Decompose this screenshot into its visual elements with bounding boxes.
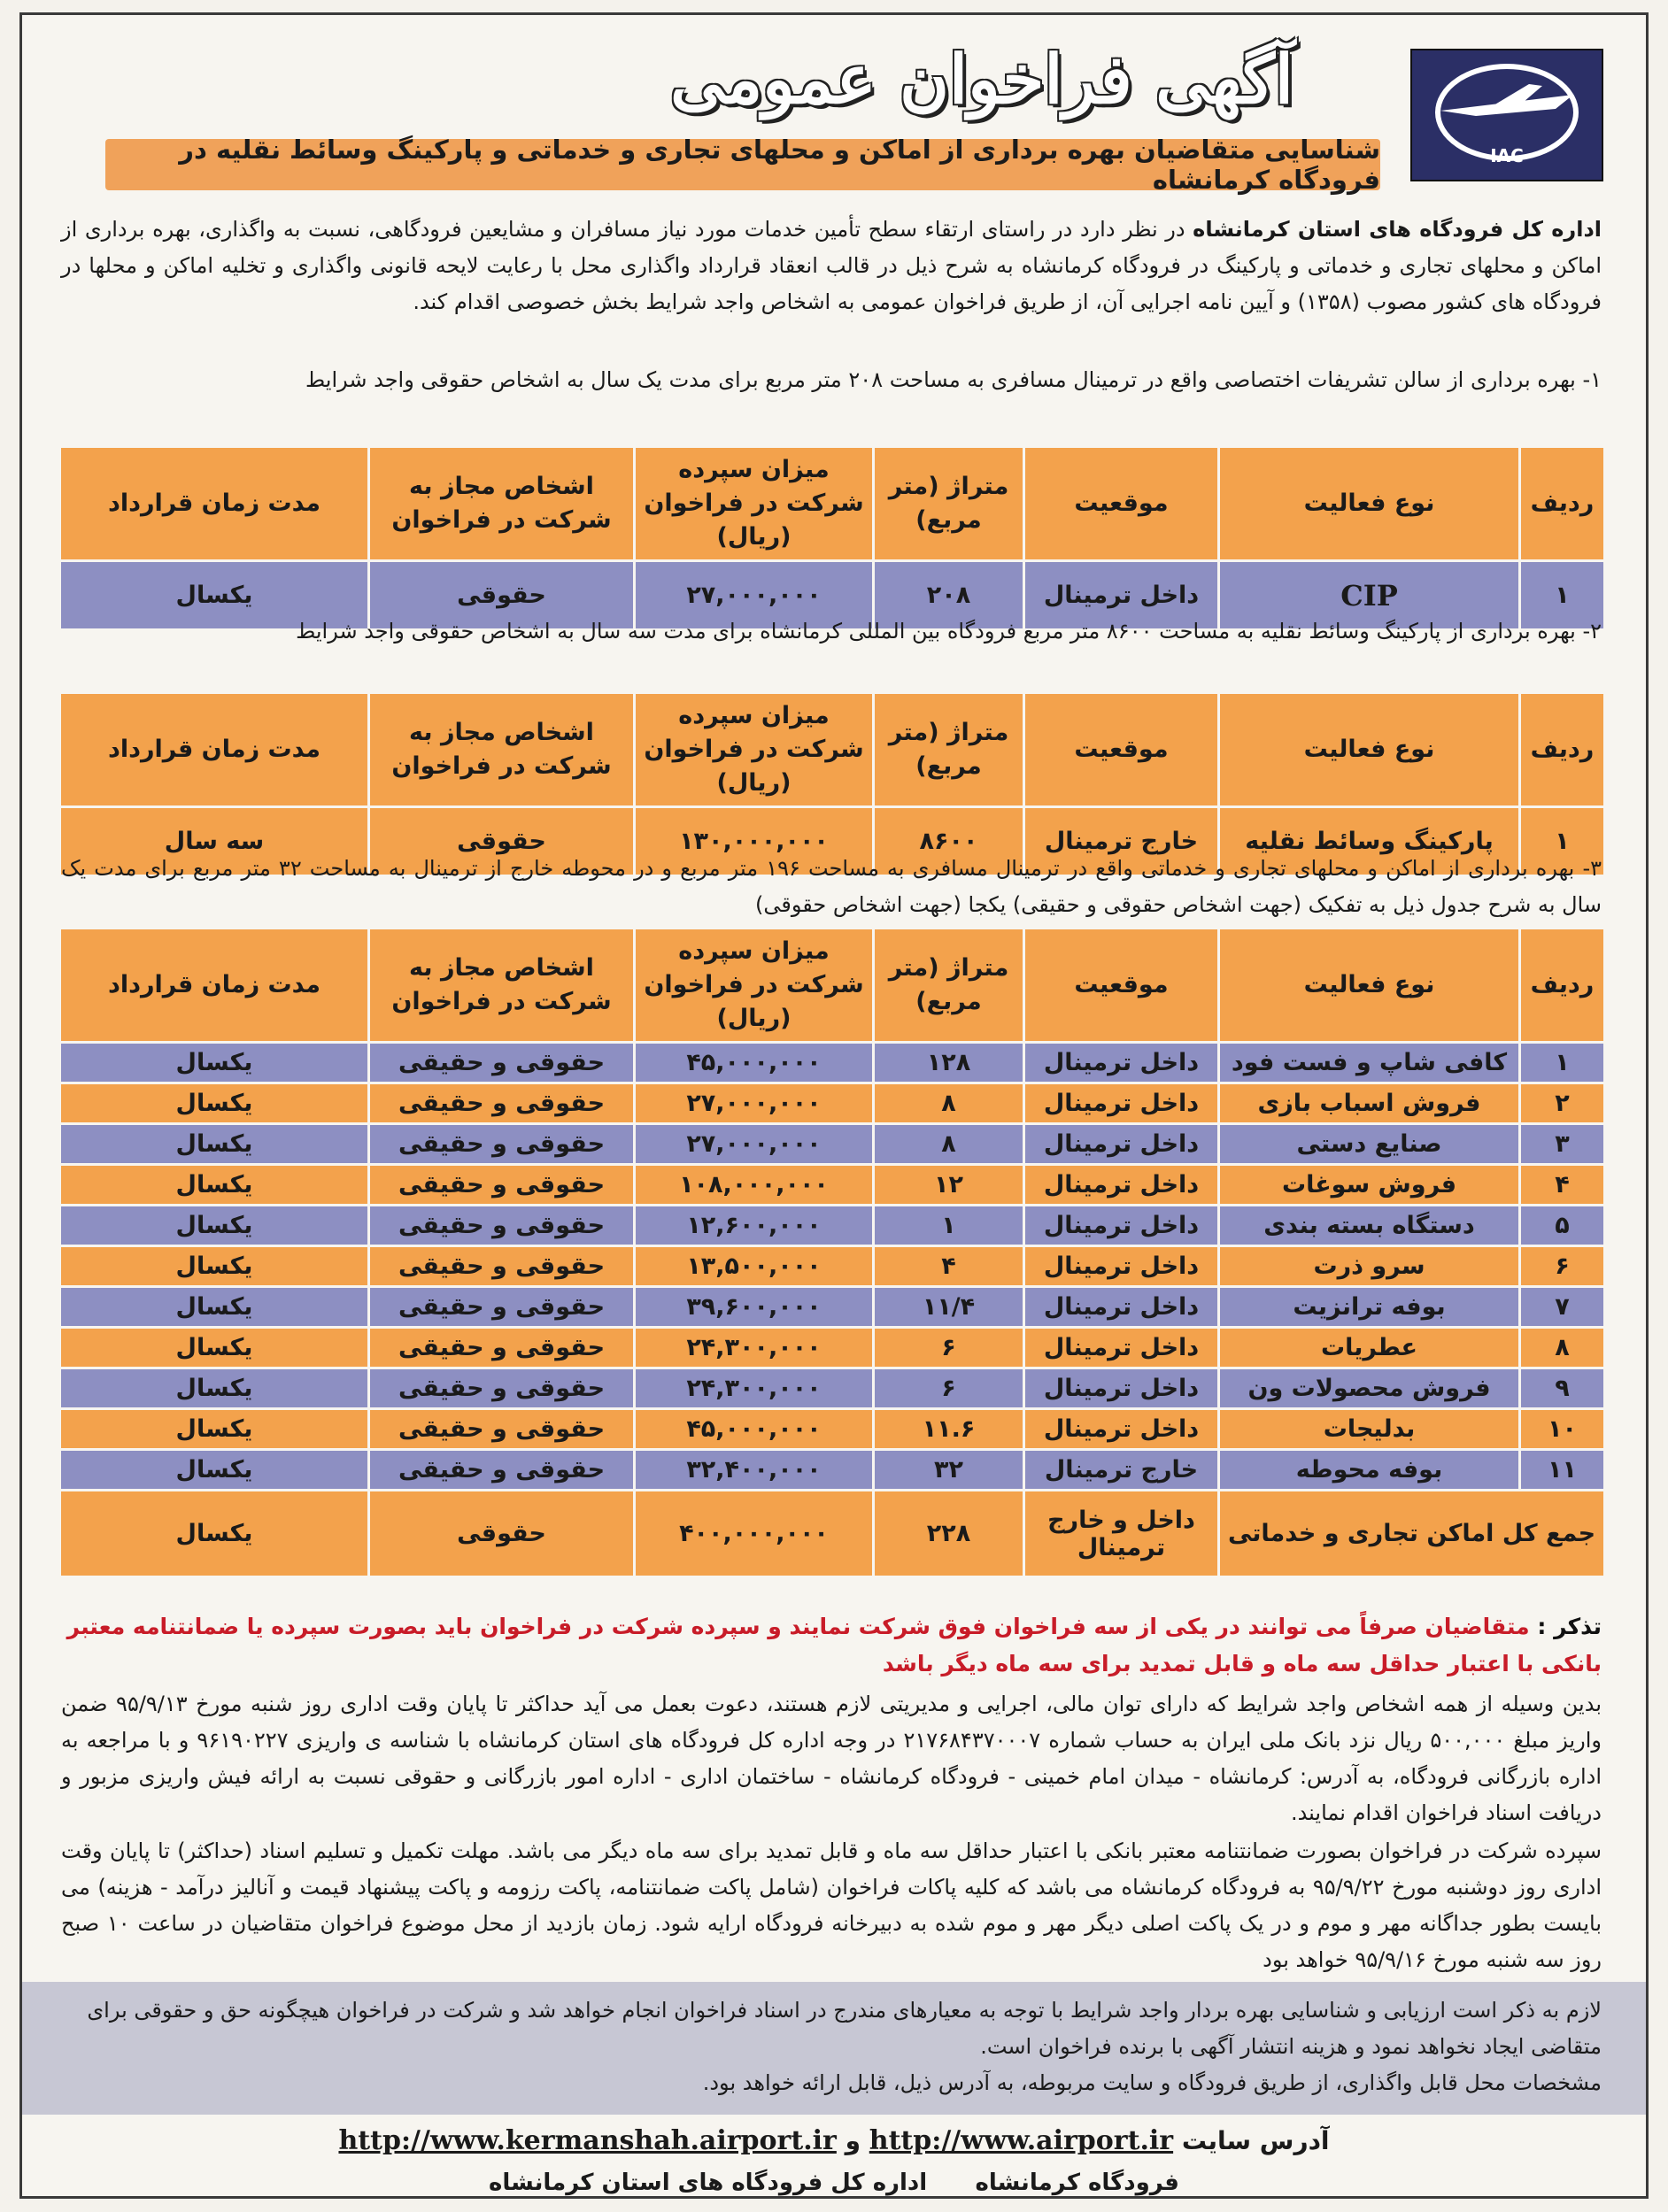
cell: حقوقی و حقیقی — [369, 1165, 635, 1206]
cell: بوفه محوطه — [1219, 1450, 1520, 1491]
col-header: ردیف — [1520, 929, 1605, 1043]
cell: داخل ترمینال — [1024, 1409, 1219, 1450]
cell: عطریات — [1219, 1328, 1520, 1368]
cell: دستگاه بسته بندی — [1219, 1206, 1520, 1246]
col-header: مدت زمان قرارداد — [60, 693, 369, 807]
cell: ۲۴,۳۰۰,۰۰۰ — [635, 1368, 874, 1409]
cell: ۱۰ — [1520, 1409, 1605, 1450]
clause-3: ۳- بهره برداری از اماکن و محلهای تجاری و خدماتی واقع در ترمینال مسافری به مساحت ۱۹۶ متر مربع و در محوطه خارج از ترمینال به مساحت ۳۲ متر مربع برای مدت یک سال به شرح جدول ذیل به تفکیک (جهت اشخاص حقوقی و حقیقی) یکجا (جهت اشخاص حقوقی) — [61, 856, 1602, 917]
cell: ۱ — [1520, 1043, 1605, 1083]
cell: خارج ترمینال — [1024, 1450, 1219, 1491]
table-row — [60, 1287, 1605, 1328]
cell: سرو ذرت — [1219, 1246, 1520, 1287]
cell: ۸ — [1520, 1328, 1605, 1368]
cell: صنایع دستی — [1219, 1124, 1520, 1165]
cell: ۱۰۸,۰۰۰,۰۰۰ — [635, 1165, 874, 1206]
body-paragraph-2: سپرده شرکت در فراخوان بصورت ضمانتنامه معتبر بانکی با اعتبار حداقل سه ماه و قابل تمدید برای سه ماه دیگر می باشد. مهلت تکمیل و تسلیم اسناد (حداکثر) تا پایان وقت اداری روز دوشنبه مورخ ۹۵/۹/۲۲ به فرودگاه کرمانشاه می باشد که کلیه پاکات فراخوان (شامل پاکت ضمانتنامه، پاکت رزومه و پاکت پیشنهاد قیمت و آنالیز درآمد - هزینه) می بایست بطور جداگانه مهر و موم و در یک پاکت اصلی دیگر مهر و موم شده به دبیرخانه فرودگاه ارایه شود. زمان بازدید از محل موضوع فراخوان متقاضیان در ساعت ۱۰ صبح روز سه شنبه مورخ ۹۵/۹/۱۶ خواهد بود — [61, 1838, 1602, 1972]
cell: حقوقی و حقیقی — [369, 1246, 635, 1287]
col-header: نوع فعالیت — [1219, 447, 1520, 561]
col-header: نوع فعالیت — [1219, 693, 1520, 807]
col-header: نوع فعالیت — [1219, 929, 1520, 1043]
cell: یکسال — [60, 1491, 369, 1577]
table-row — [60, 1206, 1605, 1246]
col-header: موقعیت — [1024, 929, 1219, 1043]
table-body — [60, 1043, 1605, 1577]
cell: ۳ — [1520, 1124, 1605, 1165]
cell: ۴۰۰,۰۰۰,۰۰۰ — [635, 1491, 874, 1577]
cell: داخل ترمینال — [1024, 1083, 1219, 1124]
col-header: مدت زمان قرارداد — [60, 447, 369, 561]
cell: یکسال — [60, 1246, 369, 1287]
cell: ۱۳,۵۰۰,۰۰۰ — [635, 1246, 874, 1287]
cell: یکسال — [60, 1368, 369, 1409]
cell: یکسال — [60, 1409, 369, 1450]
cell: حقوقی و حقیقی — [369, 1409, 635, 1450]
cell: ۴ — [1520, 1165, 1605, 1206]
cell: ۹ — [1520, 1368, 1605, 1409]
cell: یکسال — [60, 1206, 369, 1246]
page-title: آگهی فراخوان عمومی — [670, 40, 1293, 119]
cell: حقوقی و حقیقی — [369, 1328, 635, 1368]
col-header: اشخاص مجاز به شرکت در فراخوان — [369, 447, 635, 561]
cell: ۲۷,۰۰۰,۰۰۰ — [635, 1124, 874, 1165]
cell: بدلیجات — [1219, 1409, 1520, 1450]
cell: حقوقی — [369, 1491, 635, 1577]
col-header: اشخاص مجاز به شرکت در فراخوان — [369, 929, 635, 1043]
cell: حقوقی — [369, 561, 635, 630]
col-header: ردیف — [1520, 693, 1605, 807]
airplane-logo-icon — [1423, 58, 1591, 173]
cell: حقوقی و حقیقی — [369, 1083, 635, 1124]
signature-line — [22, 2170, 1646, 2196]
cell: جمع کل اماکن تجاری و خدماتی — [1219, 1491, 1605, 1577]
footer-paragraph-1: لازم به ذکر است ارزیابی و شناسایی بهره بردار واجد شرایط با توجه به معیارهای مندرج در اسناد فراخوان انجام خواهد شد و شرکت در فراخوان هیچگونه حق و حقوقی برای متقاضی ایجاد نخواهد نمود و هزینه انتشار آگهی با برنده فراخوان است. — [87, 1998, 1602, 2059]
table-row — [60, 1083, 1605, 1124]
cell: فروش سوغات — [1219, 1165, 1520, 1206]
cell: داخل ترمینال — [1024, 1206, 1219, 1246]
col-header: متراژ (متر مربع) — [874, 447, 1024, 561]
body-paragraph-1: بدین وسیله از همه اشخاص واجد شرایط که دارای توان مالی، اجرایی و مدیریتی لازم هستند، دعوت بعمل می آید حداکثر تا پایان وقت اداری روز شنبه مورخ ۹۵/۹/۱۳ ضمن واریز مبلغ ۵۰۰,۰۰۰ ریال نزد بانک ملی ایران به حساب شماره ۲۱۷۶۸۴۳۷۰۰۰۷ در وجه اداره کل فرودگاه های استان کرمانشاه با شناسه ی واریزی ۹۶۱۹۰۲۲۷ و با مراجعه به اداره بازرگانی فرودگاه، به آدرس: کرمانشاه - میدان امام خمینی - فرودگاه کرمانشاه - ساختمان اداری - اداره امور بازرگانی و حقوقی نسبت به ارائه فیش واریزی مزبور و دریافت اسناد فراخوان اقدام نمایند. — [61, 1692, 1602, 1825]
cell: پارکینگ وسائط نقلیه — [1219, 807, 1520, 876]
footer-paragraph-2: مشخصات محل قابل واگذاری، از طریق فرودگاه و سایت مربوطه، به آدرس ذیل، قابل ارائه خواهد بود. — [702, 2070, 1602, 2095]
cell: حقوقی و حقیقی — [369, 1206, 635, 1246]
cell: ۲۷,۰۰۰,۰۰۰ — [635, 1083, 874, 1124]
kermanshah-url-link[interactable]: http://www.kermanshah.airport.ir — [338, 2125, 837, 2156]
cell: ۸۶۰۰ — [874, 807, 1024, 876]
col-header: موقعیت — [1024, 693, 1219, 807]
cell: ۱۱.۶ — [874, 1409, 1024, 1450]
cell: ۱۲ — [874, 1165, 1024, 1206]
cell: ۶ — [874, 1368, 1024, 1409]
subtitle-banner: شناسایی متقاضیان بهره برداری از اماکن و محلهای تجاری و خدماتی و پارکینگ وسائط نقلیه در فرودگاه کرمانشاه — [105, 139, 1380, 190]
cell: ۳۲ — [874, 1450, 1024, 1491]
cell: خارج ترمینال — [1024, 807, 1219, 876]
cell: ۳۲,۴۰۰,۰۰۰ — [635, 1450, 874, 1491]
cell: ۱۳۰,۰۰۰,۰۰۰ — [635, 807, 874, 876]
cell: ۲۴,۳۰۰,۰۰۰ — [635, 1328, 874, 1368]
cell: ۲۲۸ — [874, 1491, 1024, 1577]
col-header: میزان سپرده شرکت در فراخوان (ریال) — [635, 447, 874, 561]
cell: کافی شاپ و فست فود — [1219, 1043, 1520, 1083]
cell: داخل ترمینال — [1024, 1043, 1219, 1083]
cell: ۸ — [874, 1083, 1024, 1124]
cell: ۱۲,۶۰۰,۰۰۰ — [635, 1206, 874, 1246]
cell: داخل ترمینال — [1024, 1165, 1219, 1206]
cell: حقوقی و حقیقی — [369, 1368, 635, 1409]
address-conj: و — [845, 2126, 861, 2155]
cell: ۴۵,۰۰۰,۰۰۰ — [635, 1409, 874, 1450]
note — [61, 1608, 1602, 1683]
col-header: ردیف — [1520, 447, 1605, 561]
table-row — [60, 1246, 1605, 1287]
col-header: اشخاص مجاز به شرکت در فراخوان — [369, 693, 635, 807]
cell: ۱۲۸ — [874, 1043, 1024, 1083]
intro-org: اداره کل فرودگاه های استان کرمانشاه — [1193, 217, 1602, 242]
airport-url-link[interactable]: http://www.airport.ir — [869, 2125, 1174, 2156]
logo-text: IAC — [1490, 145, 1524, 166]
cell: ۷ — [1520, 1287, 1605, 1328]
advertisement-page — [19, 12, 1649, 2199]
intro-text: در نظر دارد در راستای ارتقاء سطح تأمین خدمات مورد نیاز مسافران و مشایعین فرودگاهی، نسبت به واگذاری، بهره برداری از اماکن و محلهای تجاری و خدماتی و پارکینگ در فرودگاه کرمانشاه به شرح ذیل در قالب انعقاد قرارداد واگذاری محل با رعایت لایحه قانونی واگذاری و تخلیه اماکن و محلها در فرودگاه های کشور مصوب (۱۳۵۸) و آیین نامه اجرایی آن، از طریق فراخوان عمومی به اشخاص واجد شرایط بخش خصوصی اقدام کند. — [61, 217, 1602, 314]
table-row — [60, 1450, 1605, 1491]
address-label: آدرس سایت — [1181, 2126, 1330, 2155]
cell: ۲۰۸ — [874, 561, 1024, 630]
cell: ۳۹,۶۰۰,۰۰۰ — [635, 1287, 874, 1328]
table-row — [60, 1124, 1605, 1165]
cell: ۸ — [874, 1124, 1024, 1165]
note-label: تذکر : — [1537, 1614, 1602, 1639]
cell: ۱ — [1520, 807, 1605, 876]
cell: فروش اسباب بازی — [1219, 1083, 1520, 1124]
cell: ۱ — [874, 1206, 1024, 1246]
signature-airport: فرودگاه کرمانشاه — [975, 2170, 1179, 2196]
col-header: موقعیت — [1024, 447, 1219, 561]
airport-logo — [1410, 49, 1603, 181]
cell: ۲ — [1520, 1083, 1605, 1124]
cell: داخل ترمینال — [1024, 1328, 1219, 1368]
cell: یکسال — [60, 1287, 369, 1328]
cell: یکسال — [60, 1328, 369, 1368]
cell: حقوقی — [369, 807, 635, 876]
table-total-row — [60, 1491, 1605, 1577]
col-header: متراژ (متر مربع) — [874, 929, 1024, 1043]
cell: یکسال — [60, 1124, 369, 1165]
cell: یکسال — [60, 1043, 369, 1083]
cell: حقوقی و حقیقی — [369, 1043, 635, 1083]
table-cip — [58, 445, 1606, 631]
table-commercial — [58, 927, 1606, 1578]
cell: حقوقی و حقیقی — [369, 1450, 635, 1491]
table-row — [60, 1409, 1605, 1450]
cell: ۴ — [874, 1246, 1024, 1287]
table-row — [60, 1368, 1605, 1409]
clause-1: ۱- بهره برداری از سالن تشریفات اختصاصی واقع در ترمینال مسافری به مساحت ۲۰۸ متر مربع برای مدت یک سال به اشخاص حقوقی واجد شرایط — [305, 367, 1602, 392]
cell: CIP — [1219, 561, 1520, 630]
cell: ۱۱/۴ — [874, 1287, 1024, 1328]
cell: ۲۷,۰۰۰,۰۰۰ — [635, 561, 874, 630]
address-line — [22, 2125, 1646, 2156]
cell: یکسال — [60, 1165, 369, 1206]
cell: داخل ترمینال — [1024, 561, 1219, 630]
clause-2: ۲- بهره برداری از پارکینگ وسائط نقلیه به مساحت ۸۶۰۰ متر مربع فرودگاه بین المللی کرمانشاه برای مدت سه سال به اشخاص حقوقی واجد شرایط — [296, 619, 1602, 644]
cell: یکسال — [60, 1450, 369, 1491]
cell: یکسال — [60, 1083, 369, 1124]
note-text: متقاضیان صرفاً می توانند در یکی از سه فراخوان فوق شرکت نمایند و سپرده شرکت در فراخوان باید بصورت سپرده یا ضمانتنامه معتبر بانکی با اعتبار حداقل سه ماه و قابل تمدید برای سه ماه دیگر باشد — [66, 1614, 1602, 1676]
table-row — [60, 1328, 1605, 1368]
signature-office: اداره کل فرودگاه های استان کرمانشاه — [489, 2170, 928, 2196]
col-header: میزان سپرده شرکت در فراخوان (ریال) — [635, 929, 874, 1043]
cell: ۱۱ — [1520, 1450, 1605, 1491]
table-row — [60, 1043, 1605, 1083]
cell: حقوقی و حقیقی — [369, 1124, 635, 1165]
header — [22, 15, 1646, 205]
intro-paragraph — [61, 212, 1602, 320]
cell: فروش محصولات ون — [1219, 1368, 1520, 1409]
cell: بوفه ترانزیت — [1219, 1287, 1520, 1328]
col-header: میزان سپرده شرکت در فراخوان (ریال) — [635, 693, 874, 807]
cell: سه سال — [60, 807, 369, 876]
cell: ۶ — [1520, 1246, 1605, 1287]
cell: داخل ترمینال — [1024, 1368, 1219, 1409]
table-parking — [58, 691, 1606, 877]
footer-box — [22, 1982, 1646, 2115]
table-row — [60, 1165, 1605, 1206]
cell: حقوقی و حقیقی — [369, 1287, 635, 1328]
cell: یکسال — [60, 561, 369, 630]
col-header: متراژ (متر مربع) — [874, 693, 1024, 807]
cell: ۱ — [1520, 561, 1605, 630]
cell: داخل و خارج ترمینال — [1024, 1491, 1219, 1577]
cell: داخل ترمینال — [1024, 1287, 1219, 1328]
cell: ۶ — [874, 1328, 1024, 1368]
cell: داخل ترمینال — [1024, 1246, 1219, 1287]
col-header: مدت زمان قرارداد — [60, 929, 369, 1043]
cell: ۵ — [1520, 1206, 1605, 1246]
cell: ۴۵,۰۰۰,۰۰۰ — [635, 1043, 874, 1083]
cell: داخل ترمینال — [1024, 1124, 1219, 1165]
